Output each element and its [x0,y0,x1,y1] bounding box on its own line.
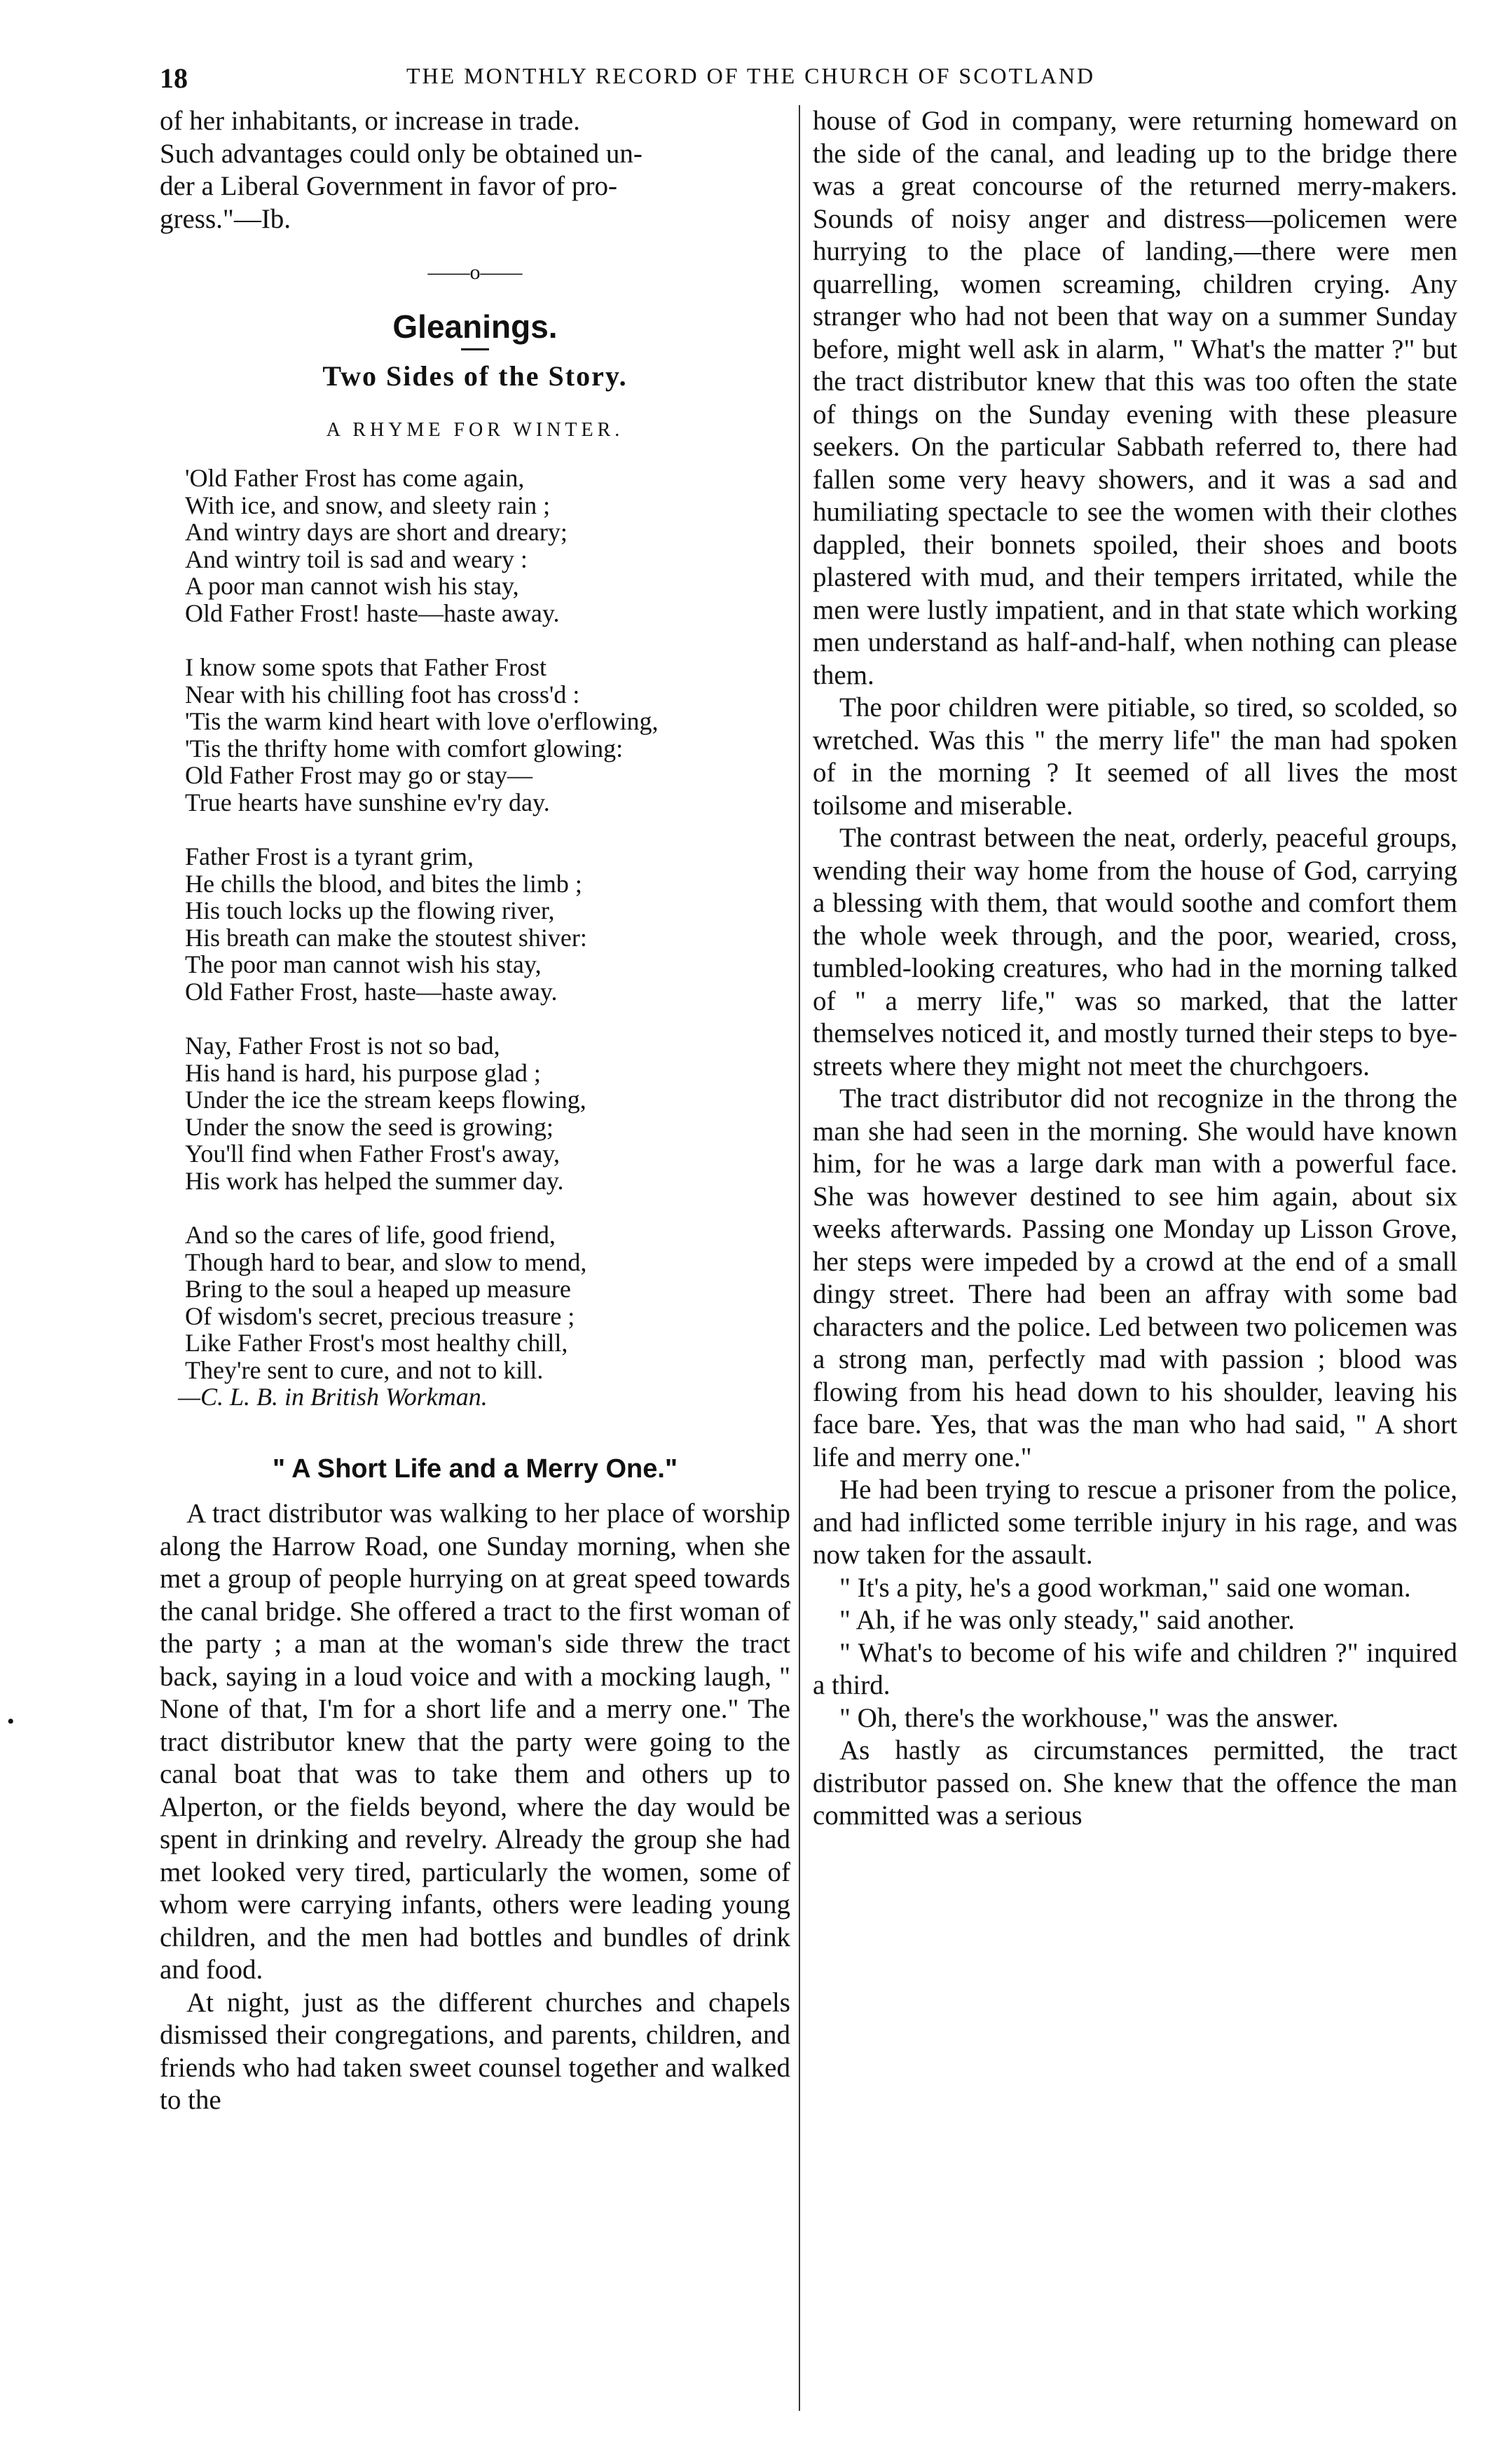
intro-line: of her inhabitants, or increase in trade. [160,106,580,136]
running-header: THE MONTHLY RECORD OF THE CHURCH OF SCOTLAND [406,63,1096,88]
stanza [185,465,790,627]
paragraph: A tract distributor was walking to her place of worship along the Harrow Road, one Sunday morning, when she met a group of people hurrying on at great speed towards the canal bridge. She offered a tract to the first woman of the party ; a man at the woman's side threw the tract back, saying in a loud voice and with a mocking laugh, " None of that, I'm for a short life and a merry one." The tract distributor knew that the party were going to the canal boat that was to take them and others up to Alperton, or the fields beyond, where the day would be spent in drinking and revelry. Already the group she had met looked very tired, particularly the women, some of whom were carrying infants, others were leading young children, and the men had bottles and bundles of drink and food. [160,1498,790,1985]
poem-line: He chills the blood, and bites the limb ; [185,869,582,898]
poem-line: Though hard to bear, and slow to mend, [185,1247,587,1276]
poem-line: Father Frost is a tyrant grim, [185,842,474,870]
intro-line: der a Liberal Government in favor of pro- [160,171,617,201]
stanza [185,1222,790,1383]
margin-mark-icon: • [7,1710,15,1733]
poem-line: They're sent to cure, and not to kill. [185,1355,544,1384]
poem [178,464,790,1411]
paragraph: " It's a pity, he's a good workman," said one woman. [839,1572,1411,1603]
paragraph: " Oh, there's the workhouse," was the answer. [839,1702,1339,1733]
poem-line: Like Father Frost's most healthy chill, [185,1329,568,1357]
poem-line: Old Father Frost! haste—haste away. [185,599,560,627]
page-number: 18 [160,62,188,94]
poem-line: Old Father Frost may go or stay— [185,761,532,789]
paragraph: The contrast between the neat, orderly, peaceful groups, wending their way home from the house of God, carrying a blessing with them, that would soothe and comfort them the whole week through, and the poor, wearied, cross, tumbled-looking creatures, who had in the morning talked of " a merry life," was so marked, that the latter themselves noticed it, and mostly turned their steps to bye-streets where they might not meet the churchgoers. [813,823,1457,1081]
poem-line: Of wisdom's secret, precious treasure ; [185,1301,575,1330]
paragraph: He had been trying to rescue a prisoner from the police, and had inflicted some terrible injury in his rage, and was now taken for the assault. [813,1475,1457,1570]
poem-line: The poor man cannot wish his stay, [185,950,542,978]
poem-line: His hand is hard, his purpose glad ; [185,1058,541,1087]
poem-line: True hearts have sunshine ev'ry day. [185,788,550,816]
poem-line: Old Father Frost, haste—haste away. [185,977,558,1006]
separator: ——o—— [427,261,523,284]
poem-line: 'Tis the thrifty home with comfort glowing: [185,734,624,763]
intro-line: gress."—Ib. [160,203,291,234]
column-rule [799,105,800,2411]
poem-line: Bring to the soul a heaped up measure [185,1275,571,1303]
poem-line: I know some spots that Father Frost [185,653,547,681]
right-column [813,105,1457,1833]
poem-line: 'Old Father Frost has come again, [185,464,525,492]
poem-line: You'll find when Father Frost's away, [185,1140,560,1168]
poem-line: A poor man cannot wish his stay, [185,572,519,600]
paragraph: house of God in company, were returning homeward on the side of the canal, and leading up to the bridge there was a great concourse of the returned merry-makers. Sounds of noisy anger and distress—policemen were hurrying to the place of landing,—there were men quarrelling, women screaming, children crying. Any stranger who had not been that way on a summer Sunday before, might well ask in alarm, " What's the matter ?" but the tract distributor knew that this was too often the state of things on the Sunday evening with these pleasure seekers. On the particular Sabbath referred to, there had fallen some very heavy showers, and it was a sad and humiliating spectacle to see the women with their clothes dappled, their bonnets spoiled, their shoes and boots plastered with mud, and their tempers irritated, while the men were lustly impatient, and in that state which working men understand as half-and-half, when nothing can please them. [813,106,1457,690]
poem-line: And wintry days are short and dreary; [185,518,568,546]
paragraph: The poor children were pitiable, so tired, so scolded, so wretched. Was this " the merry life" the man had spoken of in the morning ? It seemed of all lives the most toilsome and miserable. [813,692,1457,821]
poem-line: His breath can make the stoutest shiver: [185,923,587,952]
poem-line: And so the cares of life, good friend, [185,1221,556,1249]
paragraph: " What's to become of his wife and children ?" inquired a third. [813,1637,1457,1700]
stanza [185,843,790,1005]
story-title: " A Short Life and a Merry One." [273,1454,678,1484]
poem-line: Under the ice the stream keeps flowing, [185,1086,586,1114]
poem-line: Nay, Father Frost is not so bad, [185,1032,500,1060]
intro-line: Such advantages could only be obtained un- [160,138,642,169]
paragraph: " Ah, if he was only steady," said another. [839,1605,1295,1635]
poem-line: His work has helped the summer day. [185,1166,564,1195]
paragraph: As hastly as circumstances permitted, the tract distributor passed on. She knew that the offence the man committed was a serious [813,1735,1457,1831]
left-column [160,105,790,2117]
poem-line: 'Tis the warm kind heart with love o'erflowing, [185,707,659,735]
poem-line: And wintry toil is sad and weary : [185,545,528,573]
stanza [185,1032,790,1194]
paragraph: The tract distributor did not recognize in the throng the man she had seen in the morning. She would have known him, for he was a large dark man with a powerful face. She was however destined to see him again, about six weeks afterwards. Passing one Monday up Lisson Grove, her steps were impeded by a crowd at the end of a small dingy street. There had been an affray with some bad characters and the police. Led between two policemen was a strong man, perfectly mad with passion ; blood was flowing from his head down to his shoulder, leaving his face bare. Yes, that was the man who had said, " A short life and merry one." [813,1083,1457,1472]
poem-line: Under the snow the seed is growing; [185,1112,554,1141]
stanza [185,654,790,816]
poem-attribution: —C. L. B. in British Workman. [178,1383,488,1411]
poem-title: Two Sides of the Story. [322,360,628,392]
poem-subtitle: A RHYME FOR WINTER. [326,418,624,441]
poem-line: Near with his chilling foot has cross'd : [185,680,580,709]
section-title: Gleanings. [392,308,558,345]
paragraph: At night, just as the different churches and chapels dismissed their congregations, and parents, children, and friends who had taken sweet counsel together and walked to the [160,1987,790,2115]
divider [461,348,489,350]
poem-line: With ice, and snow, and sleety rain ; [185,491,551,519]
poem-line: His touch locks up the flowing river, [185,896,555,924]
